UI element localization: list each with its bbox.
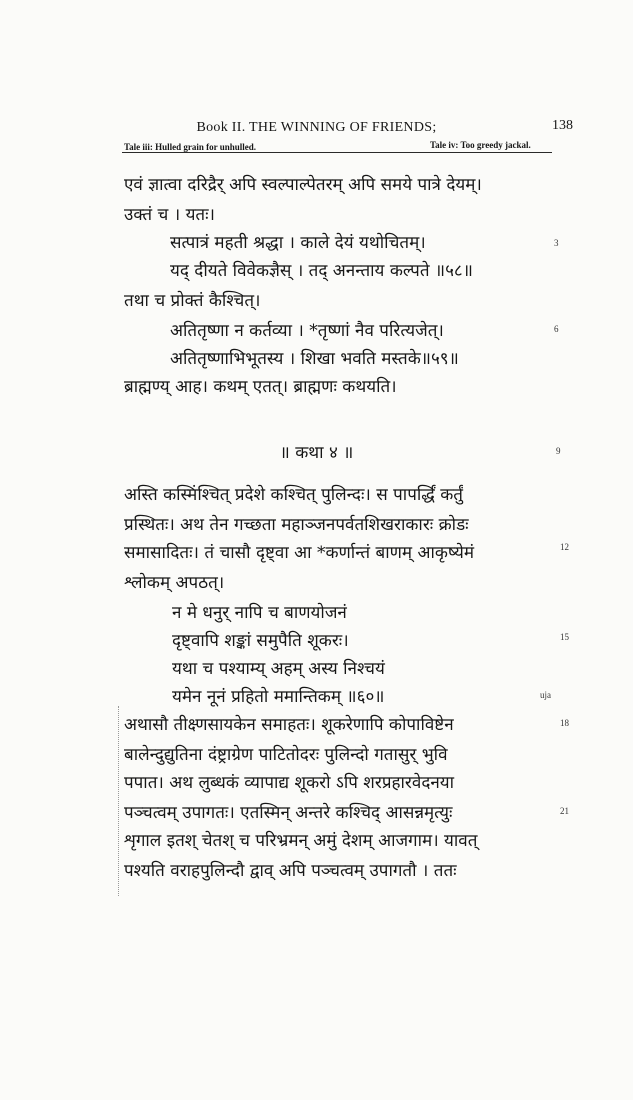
header-rule [122, 152, 552, 153]
right-subtitle: Tale iv: Too greedy jackal. [430, 140, 531, 150]
page-number: 138 [552, 118, 573, 133]
line-number: 15 [560, 632, 569, 642]
text-line: समासादितः। तं चासौ दृष्ट्वा आ *कर्णान्तं बाणम् आकृष्येमं [124, 543, 474, 563]
text-line: ब्राह्मण्य् आह। कथम् एतत्। ब्राह्मणः कथयति। [124, 377, 397, 397]
verse-line: यद् दीयते विवेकज्ञैस् । तद् अनन्ताय कल्पते ॥५८॥ [170, 261, 473, 281]
line-number: 9 [556, 446, 561, 456]
verse-line: दृष्ट्वापि शङ्कां समुपैति शूकरः। [172, 631, 349, 651]
line-number: 21 [560, 806, 569, 816]
line-number: 6 [554, 324, 559, 334]
text-line: पश्यति वराहपुलिन्दौ द्वाव् अपि पञ्चत्वम् उपागतौ । ततः [124, 861, 457, 881]
left-subtitle: Tale iii: Hulled grain for unhulled. [124, 142, 257, 152]
verse-line: अतितृष्णाभिभूतस्य । शिखा भवति मस्तके॥५९॥ [170, 349, 459, 369]
line-number: 12 [560, 542, 569, 552]
line-number: 18 [560, 718, 569, 728]
running-head: Book II. THE WINNING OF FRIENDS; [196, 120, 437, 135]
verse-line: न मे धनुर् नापि च बाणयोजनं [172, 603, 347, 623]
text-line: बालेन्दुद्युतिना दंष्ट्राग्रेण पाटितोदरः पुलिन्दो गतासुर् भुवि [124, 745, 448, 765]
text-line: अथासौ तीक्ष्णसायकेन समाहतः। शूकरेणापि कोपाविष्टेन [124, 715, 454, 735]
verse-line: सत्पात्रं महती श्रद्धा । काले देयं यथोचितम्। [170, 233, 426, 253]
text-line: पञ्चत्वम् उपागतः। एतस्मिन् अन्तरे कश्चिद् आसन्नमृत्युः [124, 803, 453, 823]
verse-line: यमेन नूनं प्रहितो ममान्तिकम् ॥६०॥ [172, 687, 385, 707]
verse-line: यथा च पश्याम्य् अहम् अस्य निश्चयं [172, 659, 385, 679]
text-line: अस्ति कस्मिंश्चित् प्रदेशे कश्चित् पुलिन्दः। स पापर्द्धिं कर्तुं [124, 485, 463, 505]
margin-note: uja [540, 690, 551, 700]
text-line: प्रस्थितः। अथ तेन गच्छता महाञ्जनपर्वतशिखराकारः क्रोडः [124, 515, 469, 535]
text-line: पपात। अथ लुब्धकं व्यापाद्य शूकरो ऽपि शरप्रहारवेदनया [124, 773, 455, 793]
verse-line: अतितृष्णा न कर्तव्या । *तृष्णां नैव परित्यजेत्। [170, 321, 444, 341]
text-line: शृगाल इतश् चेतश् च परिभ्रमन् अमुं देशम् आजगाम। यावत् [124, 831, 478, 851]
text-line: श्लोकम् अपठत्। [124, 573, 225, 593]
page-edge-mark [118, 706, 129, 896]
line-number: 3 [554, 238, 559, 248]
text-line: एवं ज्ञात्वा दरिद्रैर् अपि स्वल्पाल्पेतरम् अपि समये पात्रे देयम्। [124, 175, 482, 195]
story-heading: ॥ कथा ४ ॥ [279, 443, 354, 463]
text-line: तथा च प्रोक्तं कैश्चित्। [124, 291, 261, 311]
text-line: उक्तं च । यतः। [124, 205, 215, 225]
